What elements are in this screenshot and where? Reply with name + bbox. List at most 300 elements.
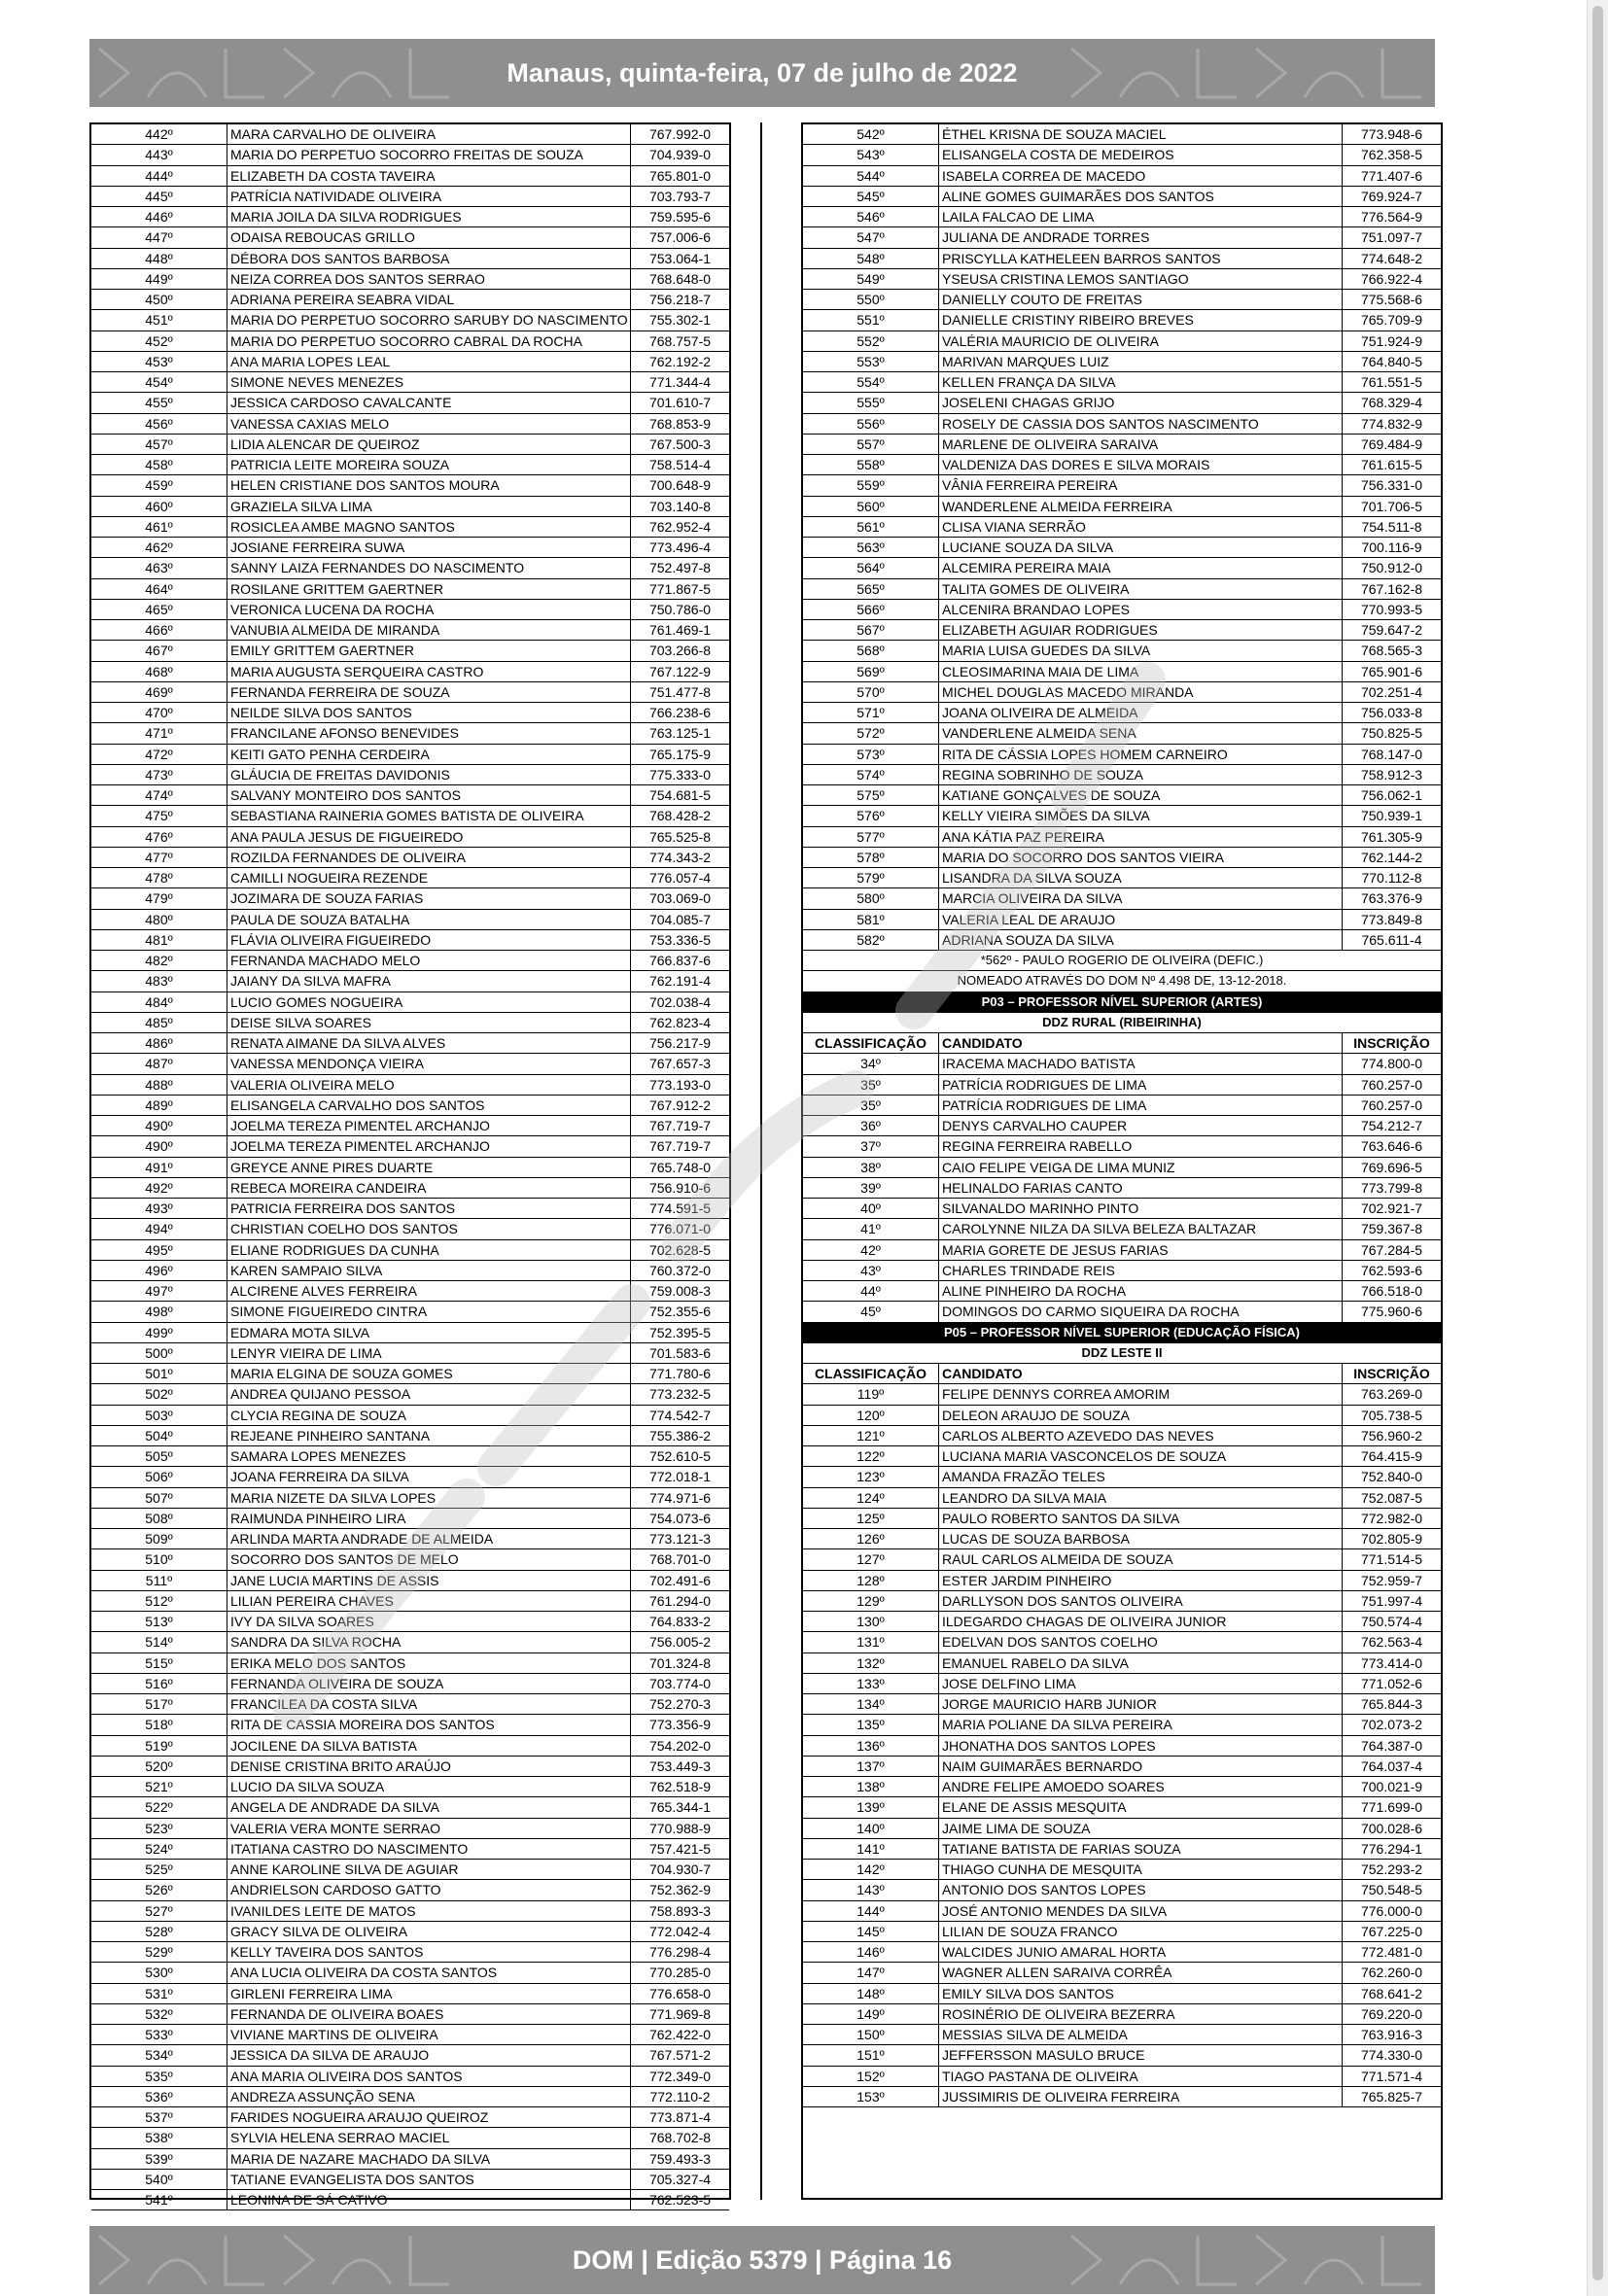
- table-row: [91, 1281, 729, 1302]
- name-cell: SANNY LAIZA FERNANDES DO NASCIMENTO: [227, 558, 631, 577]
- registration-cell: 768.702-8: [648, 2130, 712, 2146]
- rank-cell: 482º: [91, 951, 227, 970]
- table-row: [91, 992, 729, 1013]
- name-cell: MARCIA OLIVEIRA DA SILVA: [939, 888, 1343, 908]
- name-cell: MARIA DO PERPETUO SOCORRO CABRAL DA ROCHA: [227, 331, 631, 351]
- registration-cell: 752.362-9: [648, 1882, 712, 1898]
- rank-cell: 556º: [803, 414, 939, 434]
- name-cell: VANDERLENE ALMEIDA SENA: [939, 723, 1343, 743]
- registration-cell: 766.922-4: [1360, 270, 1423, 287]
- rank-cell: 475º: [91, 806, 227, 825]
- registration-cell: 757.421-5: [648, 1840, 712, 1857]
- table-row: [91, 1033, 729, 1054]
- name-cell: ANA LUCIA OLIVEIRA DA COSTA SANTOS: [227, 1963, 631, 1982]
- name-cell: KELLEN FRANÇA DA SILVA: [939, 372, 1343, 392]
- registration-cell: 773.849-8: [1360, 911, 1423, 927]
- name-cell: ANA KÁTIA PAZ PEREIRA: [939, 827, 1343, 847]
- rank-cell: 524º: [91, 1839, 227, 1859]
- name-cell: NEILDE SILVA DOS SANTOS: [227, 703, 631, 722]
- rank-cell: 521º: [91, 1777, 227, 1796]
- table-row: [91, 1880, 729, 1900]
- registration-cell: 702.038-4: [648, 993, 712, 1010]
- registration-cell: 766.837-6: [648, 953, 712, 968]
- name-cell: ANDREZA ASSUNÇÃO SENA: [227, 2087, 631, 2106]
- name-cell: PATRICIA LEITE MOREIRA SOUZA: [227, 455, 631, 474]
- rank-cell: 516º: [91, 1674, 227, 1693]
- registration-cell: 753.064-1: [648, 250, 712, 266]
- registration-cell: 753.449-3: [648, 1757, 712, 1774]
- registration-cell: 763.646-6: [1360, 1138, 1423, 1155]
- table-row: [803, 1302, 1441, 1322]
- rank-cell: 486º: [91, 1033, 227, 1053]
- rank-cell: 451º: [91, 310, 227, 330]
- table-row: [91, 1715, 729, 1735]
- table-row: [91, 2087, 729, 2107]
- name-cell: ÉTHEL KRISNA DE SOUZA MACIEL: [939, 124, 1343, 144]
- registration-cell: 703.140-8: [648, 498, 712, 514]
- name-cell: LUCIANE SOUZA DA SILVA: [939, 538, 1343, 557]
- rank-cell: 471º: [91, 723, 227, 743]
- registration-cell: 762.260-0: [1360, 1965, 1423, 1981]
- rank-cell: 541º: [91, 2190, 227, 2209]
- table-row: [803, 1054, 1441, 1074]
- name-cell: DANIELLY COUTO DE FREITAS: [939, 290, 1343, 309]
- name-cell: SILVANALDO MARINHO PINTO: [939, 1199, 1343, 1218]
- table-row: [91, 1406, 729, 1426]
- name-cell: MARIA POLIANE DA SILVA PEREIRA: [939, 1715, 1343, 1734]
- table-row: [803, 785, 1441, 806]
- registration-cell: 750.912-0: [1360, 560, 1423, 576]
- name-cell: ALINE GOMES GUIMARÃES DOS SANTOS: [939, 187, 1343, 206]
- registration-cell: 755.302-1: [648, 312, 712, 329]
- table-row: [91, 1674, 729, 1694]
- registration-cell: 751.924-9: [1360, 332, 1423, 349]
- registration-cell: 701.583-6: [648, 1344, 712, 1361]
- rank-cell: 134º: [803, 1694, 939, 1714]
- name-cell: CARLOS ALBERTO AZEVEDO DAS NEVES: [939, 1426, 1343, 1445]
- registration-cell: 766.238-6: [648, 705, 712, 720]
- rank-cell: 571º: [803, 703, 939, 722]
- scrollbar[interactable]: [1587, 0, 1608, 2296]
- name-cell: ANDREA QUIJANO PESSOA: [227, 1384, 631, 1404]
- registration-cell: 761.305-9: [1360, 828, 1423, 845]
- rank-cell: 119º: [803, 1384, 939, 1404]
- rank-cell: 126º: [803, 1529, 939, 1548]
- table-row: [803, 310, 1441, 330]
- table-row: [91, 1860, 729, 1880]
- name-cell: DOMINGOS DO CARMO SIQUEIRA DA ROCHA: [939, 1302, 1343, 1321]
- registration-cell: 761.551-5: [1360, 374, 1423, 390]
- rank-cell: 488º: [91, 1075, 227, 1095]
- registration-cell: 767.912-2: [648, 1096, 712, 1113]
- rank-cell: 540º: [91, 2170, 227, 2189]
- rank-cell: 447º: [91, 227, 227, 247]
- rank-cell: 130º: [803, 1612, 939, 1631]
- table-row: [803, 1096, 1441, 1116]
- rank-cell: 523º: [91, 1819, 227, 1838]
- rank-cell: 567º: [803, 620, 939, 640]
- table-row: [803, 806, 1441, 826]
- name-cell: FERNANDA MACHADO MELO: [227, 951, 631, 970]
- table-row: [803, 2087, 1441, 2107]
- name-cell: DANIELLE CRISTINY RIBEIRO BREVES: [939, 310, 1343, 330]
- rank-cell: 466º: [91, 620, 227, 640]
- scrollbar-thumb[interactable]: [1592, 6, 1603, 2280]
- name-cell: KATIANE GONÇALVES DE SOUZA: [939, 785, 1343, 805]
- name-cell: ROSICLEA AMBE MAGNO SANTOS: [227, 517, 631, 537]
- rank-cell: 546º: [803, 207, 939, 226]
- table-row: [803, 579, 1441, 600]
- name-cell: ELIANE RODRIGUES DA CUNHA: [227, 1240, 631, 1260]
- name-cell: SYLVIA HELENA SERRAO MACIEL: [227, 2128, 631, 2147]
- registration-cell: 750.574-4: [1360, 1614, 1423, 1629]
- name-cell: PATRÍCIA NATIVIDADE OLIVEIRA: [227, 187, 631, 206]
- rank-cell: 483º: [91, 971, 227, 991]
- name-cell: TATIANE EVANGELISTA DOS SANTOS: [227, 2170, 631, 2189]
- name-cell: ELISANGELA CARVALHO DOS SANTOS: [227, 1096, 631, 1115]
- rank-cell: 575º: [803, 785, 939, 805]
- table-row: [803, 703, 1441, 723]
- registration-cell: 761.469-1: [648, 622, 712, 638]
- table-row: [803, 1922, 1441, 1942]
- rank-cell: 527º: [91, 1901, 227, 1921]
- rank-cell: 464º: [91, 579, 227, 599]
- footnote-line: NOMEADO ATRAVÉS DO DOM Nº 4.498 DE, 13-12-2018.: [803, 971, 1441, 991]
- table-row: [91, 1819, 729, 1839]
- footer-text: DOM | Edição 5379 | Página 16: [572, 2244, 953, 2275]
- name-cell: PAULA DE SOUZA BATALHA: [227, 910, 631, 929]
- registration-cell: 751.477-8: [648, 683, 712, 700]
- rank-cell: 36º: [803, 1116, 939, 1135]
- name-cell: ANNE KAROLINE SILVA DE AGUIAR: [227, 1860, 631, 1879]
- table-row: [91, 1116, 729, 1136]
- registration-cell: 752.087-5: [1360, 1489, 1423, 1506]
- rank-cell: 537º: [91, 2107, 227, 2127]
- table-row: [91, 227, 729, 248]
- registration-cell: 759.008-3: [648, 1283, 712, 1299]
- registration-cell: 754.202-0: [648, 1737, 712, 1754]
- rank-cell: 528º: [91, 1922, 227, 1941]
- name-cell: MARIA NIZETE DA SILVA LOPES: [227, 1488, 631, 1508]
- table-row: [91, 1054, 729, 1074]
- rank-cell: 560º: [803, 497, 939, 516]
- name-cell: DÉBORA DOS SANTOS BARBOSA: [227, 249, 631, 268]
- registration-cell: 756.033-8: [1360, 705, 1423, 720]
- registration-cell: 770.112-8: [1361, 870, 1422, 886]
- rank-cell: 510º: [91, 1549, 227, 1569]
- table-row: [91, 1426, 729, 1446]
- registration-cell: 703.793-7: [648, 188, 712, 204]
- registration-cell: 772.349-0: [648, 2068, 712, 2084]
- name-cell: ROZILDA FERNANDES DE OLIVEIRA: [227, 848, 631, 867]
- table-row: [803, 249, 1441, 269]
- name-cell: GIRLENI FERREIRA LIMA: [227, 1984, 631, 2003]
- registration-cell: 771.699-0: [1360, 1799, 1423, 1816]
- table-row: [803, 393, 1441, 413]
- table-row: [803, 1797, 1441, 1818]
- rank-cell: 549º: [803, 269, 939, 289]
- registration-cell: 762.358-5: [1360, 147, 1423, 163]
- registration-cell: 771.344-4: [648, 374, 712, 390]
- rank-cell: 450º: [91, 290, 227, 309]
- registration-cell: 702.921-7: [1360, 1200, 1423, 1216]
- table-row: [91, 1096, 729, 1116]
- table-row: [91, 765, 729, 785]
- table-row: [91, 662, 729, 682]
- rank-cell: 461º: [91, 517, 227, 537]
- rank-cell: 563º: [803, 538, 939, 557]
- rank-cell: 515º: [91, 1653, 227, 1673]
- rank-cell: 495º: [91, 1240, 227, 1260]
- rank-cell: 544º: [803, 166, 939, 186]
- registration-cell: 701.610-7: [648, 395, 712, 411]
- registration-cell: 765.748-0: [648, 1159, 712, 1175]
- name-cell: JUSSIMIRIS DE OLIVEIRA FERREIRA: [939, 2087, 1343, 2106]
- column-header-row: [803, 1364, 1441, 1384]
- section-subtitle: DDZ LESTE II: [803, 1343, 1441, 1364]
- name-cell: ELANE DE ASSIS MESQUITA: [939, 1797, 1343, 1817]
- table-row: [91, 1612, 729, 1632]
- name-cell: JOSÉ ANTONIO MENDES DA SILVA: [939, 1901, 1343, 1921]
- registration-cell: 754.073-6: [648, 1510, 712, 1526]
- name-cell: SANDRA DA SILVA ROCHA: [227, 1632, 631, 1652]
- name-cell: CAROLYNNE NILZA DA SILVA BELEZA BALTAZAR: [939, 1219, 1343, 1238]
- rank-cell: 518º: [91, 1715, 227, 1734]
- rank-cell: 493º: [91, 1199, 227, 1218]
- name-cell: RENATA AIMANE DA SILVA ALVES: [227, 1033, 631, 1053]
- table-row: [91, 2045, 729, 2066]
- table-row: [91, 1922, 729, 1942]
- rank-cell: 479º: [91, 888, 227, 908]
- table-row: [803, 888, 1441, 909]
- name-cell: JOSE DELFINO LIMA: [939, 1674, 1343, 1693]
- registration-cell: 762.593-6: [1360, 1262, 1423, 1278]
- registration-cell: 768.329-4: [1360, 395, 1423, 411]
- registration-cell: 756.218-7: [648, 292, 712, 307]
- table-row: [91, 1632, 729, 1652]
- table-row: [91, 1653, 729, 1674]
- table-row: [803, 1736, 1441, 1757]
- registration-cell: 772.982-0: [1360, 1510, 1423, 1526]
- name-cell: JOCILENE DA SILVA BATISTA: [227, 1736, 631, 1756]
- rank-cell: 456º: [91, 414, 227, 434]
- rank-cell: 577º: [803, 827, 939, 847]
- name-cell: MARIA DO PERPETUO SOCORRO SARUBY DO NASCIMENTO: [227, 310, 631, 330]
- registration-cell: 774.800-0: [1360, 1056, 1423, 1072]
- registration-header: INSCRIÇÃO: [1353, 1035, 1430, 1051]
- name-cell: DENYS CARVALHO CAUPER: [939, 1116, 1343, 1135]
- table-row: [803, 1549, 1441, 1570]
- name-cell: ODAISA REBOUCAS GRILLO: [227, 227, 631, 247]
- name-cell: WALCIDES JUNIO AMARAL HORTA: [939, 1942, 1343, 1962]
- rank-cell: 137º: [803, 1757, 939, 1776]
- rank-cell: 506º: [91, 1467, 227, 1486]
- table-row: [91, 1984, 729, 2004]
- column-divider: [760, 122, 762, 2200]
- rank-cell: 481º: [91, 930, 227, 950]
- rank-cell: 153º: [803, 2087, 939, 2106]
- table-row: [803, 1942, 1441, 1963]
- registration-cell: 760.372-0: [648, 1262, 712, 1278]
- table-row: [91, 352, 729, 372]
- name-cell: HELINALDO FARIAS CANTO: [939, 1178, 1343, 1198]
- rank-cell: 477º: [91, 848, 227, 867]
- name-cell: RITA DE CÁSSIA LOPES HOMEM CARNEIRO: [939, 745, 1343, 764]
- table-row: [91, 2170, 729, 2190]
- name-cell: FLÁVIA OLIVEIRA FIGUEIREDO: [227, 930, 631, 950]
- name-cell: CLISA VIANA SERRÃO: [939, 517, 1343, 537]
- table-row: [803, 848, 1441, 868]
- name-cell: SALVANY MONTEIRO DOS SANTOS: [227, 785, 631, 805]
- table-row: [91, 497, 729, 517]
- registration-cell: 775.960-6: [1360, 1304, 1423, 1320]
- rank-cell: 131º: [803, 1632, 939, 1652]
- rank-cell: 508º: [91, 1509, 227, 1528]
- table-row: [91, 1529, 729, 1549]
- rank-cell: 554º: [803, 372, 939, 392]
- candidate-header: CANDIDATO: [939, 1364, 1343, 1383]
- table-row: [803, 868, 1441, 888]
- registration-cell: 762.523-5: [648, 2192, 712, 2208]
- name-cell: PAULO ROBERTO SANTOS DA SILVA: [939, 1509, 1343, 1528]
- registration-cell: 762.422-0: [648, 2027, 712, 2042]
- rank-cell: 550º: [803, 290, 939, 309]
- rank-cell: 561º: [803, 517, 939, 537]
- rank-cell: 128º: [803, 1571, 939, 1590]
- name-cell: MICHEL DOUGLAS MACEDO MIRANDA: [939, 682, 1343, 702]
- registration-cell: 754.511-8: [1361, 518, 1422, 535]
- table-row: [803, 1591, 1441, 1612]
- registration-cell: 752.497-8: [648, 560, 712, 576]
- table-row: [91, 827, 729, 848]
- rank-cell: 498º: [91, 1302, 227, 1321]
- registration-cell: 701.324-8: [648, 1654, 712, 1671]
- rank-cell: 122º: [803, 1446, 939, 1466]
- rank-cell: 42º: [803, 1240, 939, 1260]
- table-row: [91, 1488, 729, 1509]
- registration-cell: 772.481-0: [1360, 1944, 1423, 1960]
- registration-cell: 773.871-4: [648, 2109, 712, 2125]
- table-row: [803, 1384, 1441, 1405]
- name-cell: ILDEGARDO CHAGAS DE OLIVEIRA JUNIOR: [939, 1612, 1343, 1631]
- name-cell: VANUBIA ALMEIDA DE MIRANDA: [227, 620, 631, 640]
- name-cell: MESSIAS SILVA DE ALMEIDA: [939, 2025, 1343, 2044]
- rank-cell: 449º: [91, 269, 227, 289]
- name-cell: HELEN CRISTIANE DOS SANTOS MOURA: [227, 475, 631, 495]
- table-row: [91, 435, 729, 455]
- table-row: [91, 703, 729, 723]
- name-cell: ANTONIO DOS SANTOS LOPES: [939, 1880, 1343, 1899]
- registration-cell: 764.415-9: [1360, 1448, 1423, 1464]
- registration-cell: 767.571-2: [648, 2047, 712, 2064]
- rank-cell: 43º: [803, 1261, 939, 1280]
- registration-cell: 765.801-0: [648, 167, 712, 184]
- registration-cell: 762.192-2: [648, 353, 712, 369]
- table-row: [91, 2149, 729, 2170]
- rank-cell: 492º: [91, 1178, 227, 1198]
- rank-cell: 529º: [91, 1942, 227, 1962]
- registration-cell: 762.952-4: [648, 518, 712, 535]
- table-row: [91, 951, 729, 971]
- name-cell: JORGE MAURICIO HARB JUNIOR: [939, 1694, 1343, 1714]
- registration-cell: 768.757-5: [648, 332, 712, 349]
- name-cell: CAMILLI NOGUEIRA REZENDE: [227, 868, 631, 887]
- name-cell: TATIANE BATISTA DE FARIAS SOUZA: [939, 1839, 1343, 1859]
- rank-cell: 501º: [91, 1364, 227, 1383]
- name-cell: MARLENE DE OLIVEIRA SARAIVA: [939, 435, 1343, 454]
- name-cell: EMILY GRITTEM GAERTNER: [227, 641, 631, 660]
- rank-cell: 553º: [803, 352, 939, 371]
- registration-cell: 752.610-5: [648, 1448, 712, 1464]
- table-row: [91, 558, 729, 578]
- rank-cell: 548º: [803, 249, 939, 268]
- name-cell: LUCIO GOMES NOGUEIRA: [227, 992, 631, 1012]
- name-cell: VÂNIA FERREIRA PEREIRA: [939, 475, 1343, 495]
- registration-cell: 771.867-5: [648, 580, 712, 597]
- rank-cell: 572º: [803, 723, 939, 743]
- rank-cell: 494º: [91, 1219, 227, 1238]
- name-cell: SEBASTIANA RAINERIA GOMES BATISTA DE OLIVEIRA: [227, 806, 631, 825]
- rank-cell: 511º: [91, 1571, 227, 1590]
- table-row: [91, 372, 729, 393]
- name-cell: REJEANE PINHEIRO SANTANA: [227, 1426, 631, 1445]
- rank-cell: 566º: [803, 600, 939, 619]
- name-cell: CLYCIA REGINA DE SOUZA: [227, 1406, 631, 1425]
- rank-cell: 476º: [91, 827, 227, 847]
- registration-cell: 763.916-3: [1360, 2027, 1423, 2042]
- column-header-row: [803, 1033, 1441, 1054]
- name-cell: SIMONE NEVES MENEZES: [227, 372, 631, 392]
- table-row: [803, 166, 1441, 187]
- table-row: [91, 290, 729, 310]
- registration-cell: 767.657-3: [648, 1056, 712, 1072]
- name-cell: ANA MARIA OLIVEIRA DOS SANTOS: [227, 2067, 631, 2086]
- rank-cell: 442º: [91, 124, 227, 144]
- registration-cell: 764.833-2: [648, 1614, 712, 1629]
- rank-cell: 139º: [803, 1797, 939, 1817]
- name-cell: LIDIA ALENCAR DE QUEIROZ: [227, 435, 631, 454]
- rank-cell: 512º: [91, 1591, 227, 1611]
- name-cell: DARLLYSON DOS SANTOS OLIVEIRA: [939, 1591, 1343, 1611]
- table-row: [91, 187, 729, 207]
- rank-cell: 124º: [803, 1488, 939, 1508]
- registration-cell: 768.147-0: [1360, 746, 1423, 762]
- table-row: [803, 1571, 1441, 1591]
- registration-cell: 771.969-8: [648, 2005, 712, 2022]
- table-row: [803, 2067, 1441, 2087]
- registration-cell: 764.387-0: [1360, 1737, 1423, 1754]
- registration-cell: 760.257-0: [1360, 1096, 1423, 1113]
- table-row: [803, 620, 1441, 641]
- registration-cell: 765.825-7: [1360, 2088, 1423, 2105]
- table-row: [803, 1136, 1441, 1157]
- name-cell: YSEUSA CRISTINA LEMOS SANTIAGO: [939, 269, 1343, 289]
- name-cell: FRANCILEA DA COSTA SILVA: [227, 1694, 631, 1714]
- registration-cell: 762.823-4: [648, 1014, 712, 1030]
- table-row: [91, 930, 729, 951]
- name-cell: TALITA GOMES DE OLIVEIRA: [939, 579, 1343, 599]
- table-row: [91, 723, 729, 744]
- table-row: [91, 207, 729, 227]
- registration-cell: 768.565-3: [1360, 643, 1423, 659]
- rank-cell: 141º: [803, 1839, 939, 1859]
- registration-cell: 759.493-3: [648, 2150, 712, 2167]
- registration-header: INSCRIÇÃO: [1353, 1366, 1430, 1381]
- table-row: [91, 166, 729, 187]
- rank-cell: 152º: [803, 2067, 939, 2086]
- name-cell: JOSIANE FERREIRA SUWA: [227, 538, 631, 557]
- table-row: [91, 269, 729, 290]
